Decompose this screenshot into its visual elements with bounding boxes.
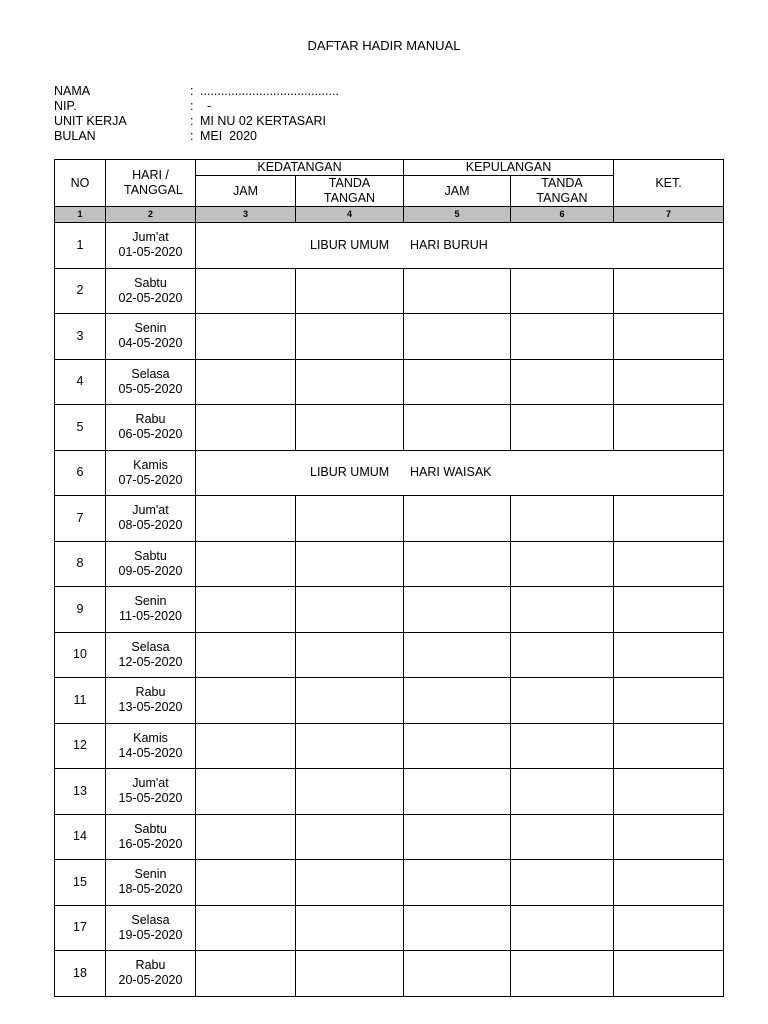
table-row [55,723,724,769]
row-day: Sabtu [134,821,167,836]
tanda-tangan-in-cell[interactable] [296,678,404,724]
tanda-tangan-in-cell[interactable] [296,541,404,587]
ket-cell[interactable] [614,678,724,724]
tanda-tangan-in-cell[interactable] [296,632,404,678]
row-day: Selasa [131,639,170,654]
info-colon: : [190,84,194,98]
row-date: 16-05-2020 [118,836,183,851]
jam-in-cell[interactable] [196,860,296,906]
row-date: 15-05-2020 [118,791,183,806]
tanda-tangan-out-cell[interactable] [511,769,614,815]
info-value-nama: ........................................ [200,84,339,98]
jam-in-cell[interactable] [196,496,296,542]
row-number: 3 [55,314,106,360]
row-day-date [106,951,196,997]
jam-out-cell[interactable] [404,541,511,587]
ket-cell[interactable] [614,814,724,860]
row-day: Sabtu [134,548,167,563]
holiday-name: HARI WAISAK [410,465,492,480]
header-jam-out: JAM [404,176,511,207]
tanda-tangan-out-cell[interactable] [511,587,614,633]
row-number: 9 [55,587,106,633]
row-date: 06-05-2020 [118,427,183,442]
info-colon: : [190,99,194,113]
jam-out-cell[interactable] [404,359,511,405]
info-row-unit-kerja [54,114,339,129]
jam-out-cell[interactable] [404,814,511,860]
jam-out-cell[interactable] [404,632,511,678]
header-kedatangan: KEDATANGAN [196,160,404,176]
column-number: 7 [614,207,724,223]
tanda-tangan-out-cell[interactable] [511,678,614,724]
row-day-date [106,632,196,678]
row-day: Rabu [135,958,166,973]
table-row [55,587,724,633]
header-no: NO [55,160,106,207]
jam-in-cell[interactable] [196,632,296,678]
row-day: Senin [134,594,167,609]
header-hari-tanggal: HARI / TANGGAL [106,160,196,207]
row-date: 05-05-2020 [118,381,183,396]
column-number: 1 [55,207,106,223]
jam-out-cell[interactable] [404,678,511,724]
jam-out-cell[interactable] [404,496,511,542]
row-day-date [106,359,196,405]
table-row [55,814,724,860]
tanda-tangan-out-cell[interactable] [511,496,614,542]
table-row [55,314,724,360]
table-row [55,769,724,815]
table-row [55,860,724,906]
ket-cell[interactable] [614,268,724,314]
row-day: Senin [134,321,167,336]
header-jam-in: JAM [196,176,296,207]
jam-in-cell[interactable] [196,405,296,451]
tanda-tangan-in-cell[interactable] [296,496,404,542]
info-value-bulan: MEI 2020 [200,129,257,143]
row-day-date [106,450,196,496]
holiday-text [196,465,723,480]
tanda-tangan-out-cell[interactable] [511,632,614,678]
row-day-date [106,496,196,542]
table-row [55,678,724,724]
ket-cell[interactable] [614,632,724,678]
row-date: 01-05-2020 [118,245,183,260]
row-day-date [106,405,196,451]
row-day-date [106,905,196,951]
row-day: Kamis [133,457,168,472]
holiday-cell [196,223,724,269]
row-number: 14 [55,814,106,860]
jam-out-cell[interactable] [404,405,511,451]
header-tanda-tangan-out: TANDA TANGAN [511,176,614,207]
row-day: Sabtu [134,275,167,290]
tanda-tangan-out-cell[interactable] [511,905,614,951]
column-number-row [55,207,724,223]
row-date: 11-05-2020 [118,609,182,624]
jam-in-cell[interactable] [196,905,296,951]
column-number: 3 [196,207,296,223]
row-number: 8 [55,541,106,587]
row-number: 2 [55,268,106,314]
column-number: 4 [296,207,404,223]
column-number: 5 [404,207,511,223]
tanda-tangan-in-cell[interactable] [296,860,404,906]
employee-info [54,84,339,144]
row-date: 02-05-2020 [118,290,183,305]
row-day: Jum'at [132,503,169,518]
ket-cell[interactable] [614,587,724,633]
holiday-label: LIBUR UMUM [310,465,390,480]
attendance-table [54,159,724,997]
tanda-tangan-in-cell[interactable] [296,814,404,860]
row-number: 5 [55,405,106,451]
row-day-date [106,814,196,860]
jam-out-cell[interactable] [404,314,511,360]
row-date: 09-05-2020 [118,563,183,578]
holiday-name: HARI BURUH [410,237,488,252]
column-number: 2 [106,207,196,223]
ket-cell[interactable] [614,951,724,997]
table-row [55,496,724,542]
row-number: 1 [55,223,106,269]
table-row [55,905,724,951]
ket-cell[interactable] [614,769,724,815]
row-day-date [106,587,196,633]
tanda-tangan-out-cell[interactable] [511,951,614,997]
header-row-1 [55,160,724,176]
row-number: 7 [55,496,106,542]
row-number: 11 [55,678,106,724]
row-number: 13 [55,769,106,815]
ket-cell[interactable] [614,905,724,951]
row-day-date [106,268,196,314]
row-date: 12-05-2020 [118,654,183,669]
ket-cell[interactable] [614,541,724,587]
info-value-unit-kerja: MI NU 02 KERTASARI [200,114,326,128]
tanda-tangan-in-cell[interactable] [296,951,404,997]
row-day: Selasa [131,912,170,927]
holiday-cell [196,450,724,496]
row-day: Jum'at [132,230,169,245]
tanda-tangan-in-cell[interactable] [296,905,404,951]
row-number: 15 [55,860,106,906]
jam-in-cell[interactable] [196,359,296,405]
table-row [55,632,724,678]
row-number: 17 [55,905,106,951]
tanda-tangan-out-cell[interactable] [511,268,614,314]
row-date: 08-05-2020 [118,518,183,533]
row-date: 13-05-2020 [118,700,183,715]
row-date: 18-05-2020 [118,882,183,897]
row-day-date [106,223,196,269]
row-number: 18 [55,951,106,997]
row-day: Rabu [135,412,166,427]
table-row [55,223,724,269]
jam-out-cell[interactable] [404,951,511,997]
row-date: 07-05-2020 [118,472,183,487]
tanda-tangan-in-cell[interactable] [296,268,404,314]
ket-cell[interactable] [614,860,724,906]
table-row [55,359,724,405]
info-label: NAMA [54,84,91,98]
jam-out-cell[interactable] [404,268,511,314]
holiday-text [196,238,723,253]
jam-in-cell[interactable] [196,268,296,314]
info-value-nip: - [200,99,212,113]
jam-out-cell[interactable] [404,769,511,815]
info-row-nip [54,99,339,114]
info-label: UNIT KERJA [54,114,127,128]
column-number: 6 [511,207,614,223]
row-day-date [106,314,196,360]
tanda-tangan-out-cell[interactable] [511,314,614,360]
row-day-date [106,723,196,769]
row-day-date [106,860,196,906]
header-tanda-tangan-in: TANDA TANGAN [296,176,404,207]
tanda-tangan-in-cell[interactable] [296,359,404,405]
tanda-tangan-in-cell[interactable] [296,405,404,451]
jam-out-cell[interactable] [404,587,511,633]
tanda-tangan-out-cell[interactable] [511,723,614,769]
tanda-tangan-out-cell[interactable] [511,359,614,405]
row-day-date [106,769,196,815]
row-number: 4 [55,359,106,405]
row-date: 19-05-2020 [118,927,183,942]
tanda-tangan-out-cell[interactable] [511,814,614,860]
row-date: 14-05-2020 [118,745,183,760]
ket-cell[interactable] [614,359,724,405]
row-date: 20-05-2020 [118,973,183,988]
ket-cell[interactable] [614,496,724,542]
jam-in-cell[interactable] [196,769,296,815]
row-number: 6 [55,450,106,496]
row-number: 10 [55,632,106,678]
document-title: DAFTAR HADIR MANUAL [307,38,461,53]
row-day: Kamis [133,730,168,745]
jam-in-cell[interactable] [196,814,296,860]
table-row [55,541,724,587]
tanda-tangan-out-cell[interactable] [511,541,614,587]
tanda-tangan-in-cell[interactable] [296,769,404,815]
tanda-tangan-in-cell[interactable] [296,587,404,633]
table-row [55,951,724,997]
info-row-nama [54,84,339,99]
info-colon: : [190,129,194,143]
tanda-tangan-in-cell[interactable] [296,723,404,769]
row-day: Senin [134,867,167,882]
table-row [55,268,724,314]
tanda-tangan-out-cell[interactable] [511,405,614,451]
info-colon: : [190,114,194,128]
row-date: 04-05-2020 [118,336,183,351]
ket-cell[interactable] [614,314,724,360]
jam-in-cell[interactable] [196,951,296,997]
row-day-date [106,541,196,587]
tanda-tangan-in-cell[interactable] [296,314,404,360]
table-row [55,450,724,496]
header-kepulangan: KEPULANGAN [404,160,614,176]
row-number: 12 [55,723,106,769]
holiday-label: LIBUR UMUM [310,237,390,252]
row-day: Rabu [135,685,166,700]
jam-out-cell[interactable] [404,723,511,769]
info-row-bulan [54,129,339,144]
ket-cell[interactable] [614,723,724,769]
jam-in-cell[interactable] [196,587,296,633]
jam-out-cell[interactable] [404,905,511,951]
tanda-tangan-out-cell[interactable] [511,860,614,906]
info-label: NIP. [54,99,77,113]
jam-in-cell[interactable] [196,723,296,769]
row-day-date [106,678,196,724]
attendance-rows [55,223,724,997]
info-label: BULAN [54,129,96,143]
header-ket: KET. [614,160,724,207]
jam-in-cell[interactable] [196,314,296,360]
jam-in-cell[interactable] [196,678,296,724]
ket-cell[interactable] [614,405,724,451]
jam-in-cell[interactable] [196,541,296,587]
row-day: Jum'at [132,776,169,791]
row-day: Selasa [131,366,170,381]
table-row [55,405,724,451]
jam-out-cell[interactable] [404,860,511,906]
